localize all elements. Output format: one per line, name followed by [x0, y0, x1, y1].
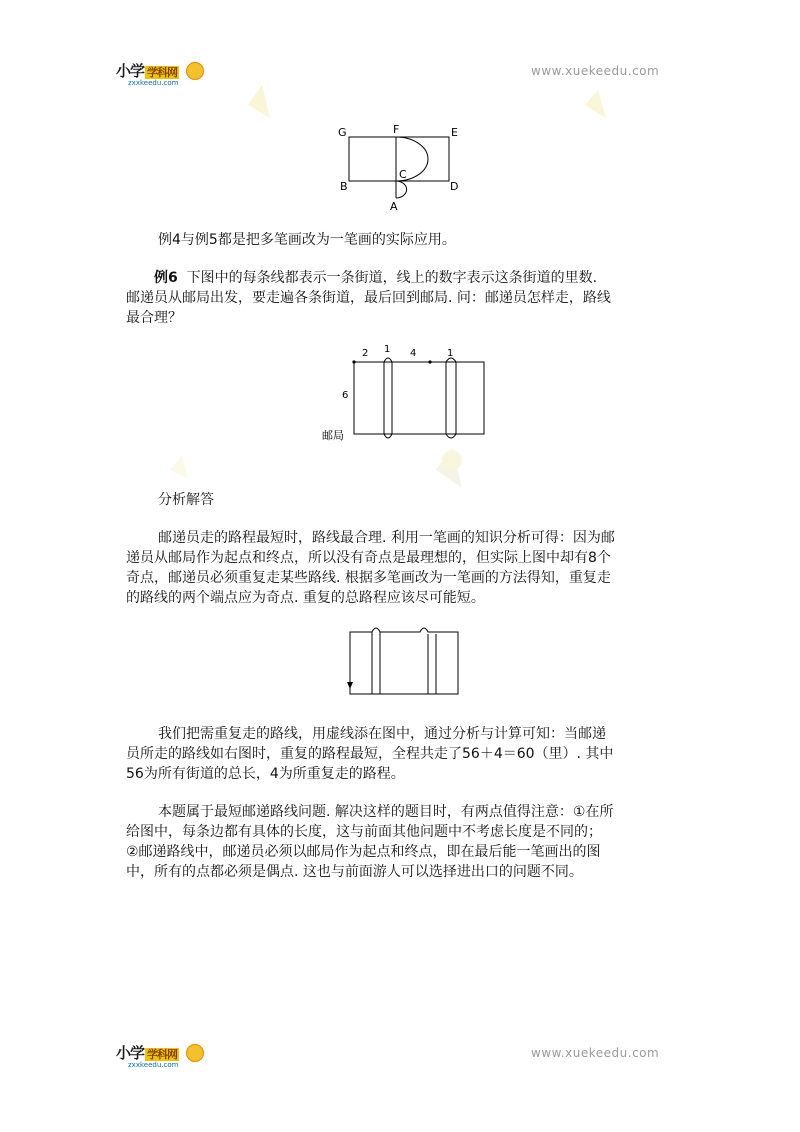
example-6-line-3: 最合理？	[126, 310, 182, 326]
header-url: www.xuekeedu.com	[531, 64, 660, 78]
post-office-label: 邮局	[322, 429, 344, 442]
mascot-icon	[186, 1044, 204, 1062]
example-6-body-1: 下图中的每条线都表示一条街道，线上的数字表示这条街道的里数.	[186, 270, 598, 286]
label-e: E	[451, 126, 458, 139]
example-6-title: 例6	[154, 270, 178, 286]
note-line-1: 本题属于最短邮递路线问题. 解决这样的题目时，有两点值得注意：①在所	[158, 804, 614, 820]
mascot-icon	[186, 62, 204, 80]
note-line-3: ②邮递路线中，邮递员必须以邮局作为起点和终点，即在最后能一笔画出的图	[126, 844, 601, 860]
label-c: C	[399, 168, 407, 181]
analysis-heading: 分析解答	[158, 492, 214, 508]
street-length-6: 6	[342, 390, 349, 401]
analysis-line-1: 邮递员走的路程最短时，路线最合理. 利用一笔画的知识分析可得：因为邮	[158, 530, 615, 546]
figure-1-diagram	[330, 118, 470, 218]
analysis-line-3: 奇点，邮递员必须重复走某些路线. 根据多笔画改为一笔画的方法得知，重复走	[126, 570, 611, 586]
text-example-4-5: 例4与例5都是把多笔画改为一笔画的实际应用。	[158, 232, 456, 248]
street-length-2: 2	[362, 348, 369, 359]
figure-2-street-map	[320, 342, 490, 448]
example-6-line-1	[154, 268, 597, 288]
label-a: A	[390, 200, 398, 213]
label-d: D	[450, 180, 459, 193]
logo-subtext: zxxkeedu.com	[128, 1061, 179, 1069]
note-line-2: 给图中，每条边都有具体的长度，这与前面其他问题中不考虑长度是不同的；	[126, 824, 602, 840]
logo-highlight: 学科网	[147, 1048, 178, 1061]
label-g: G	[338, 126, 347, 139]
footer-logo	[116, 1042, 196, 1076]
label-f: F	[393, 123, 400, 136]
arrow-down-icon	[347, 682, 353, 689]
footer-url: www.xuekeedu.com	[531, 1046, 660, 1060]
conclusion-line-2: 员所走的路线如右图时，重复的路程最短，全程共走了56＋4＝60（里）. 其中	[126, 746, 614, 762]
header-logo	[116, 60, 196, 94]
street-length-1b: 1	[447, 348, 454, 359]
label-b: B	[340, 180, 348, 193]
logo-text: 小学	[116, 62, 145, 80]
analysis-line-2: 递员从邮局作为起点和终点，所以没有奇点是最理想的，但实际上图中却有8个	[126, 550, 611, 566]
example-6-line-2: 邮递员从邮局出发，要走遍各条街道，最后回到邮局. 问：邮递员怎样走，路线	[126, 290, 611, 306]
figure-3-route-diagram	[340, 622, 470, 702]
conclusion-line-1: 我们把需重复走的路线，用虚线添在图中，通过分析与计算可知：当邮递	[158, 726, 606, 742]
conclusion-line-3: 56为所有街道的总长，4为所重复走的路程。	[126, 766, 405, 782]
logo-text: 小学	[116, 1044, 145, 1062]
logo-subtext: zxxkeedu.com	[128, 79, 179, 87]
note-line-4: 中，所有的点都必须是偶点. 这也与前面游人可以选择进出口的问题不同。	[126, 864, 583, 880]
street-length-4: 4	[410, 348, 417, 359]
analysis-line-4: 的路线的两个端点应为奇点. 重复的总路程应该尽可能短。	[126, 590, 485, 606]
logo-highlight: 学科网	[147, 66, 178, 79]
street-length-1a: 1	[384, 344, 391, 355]
